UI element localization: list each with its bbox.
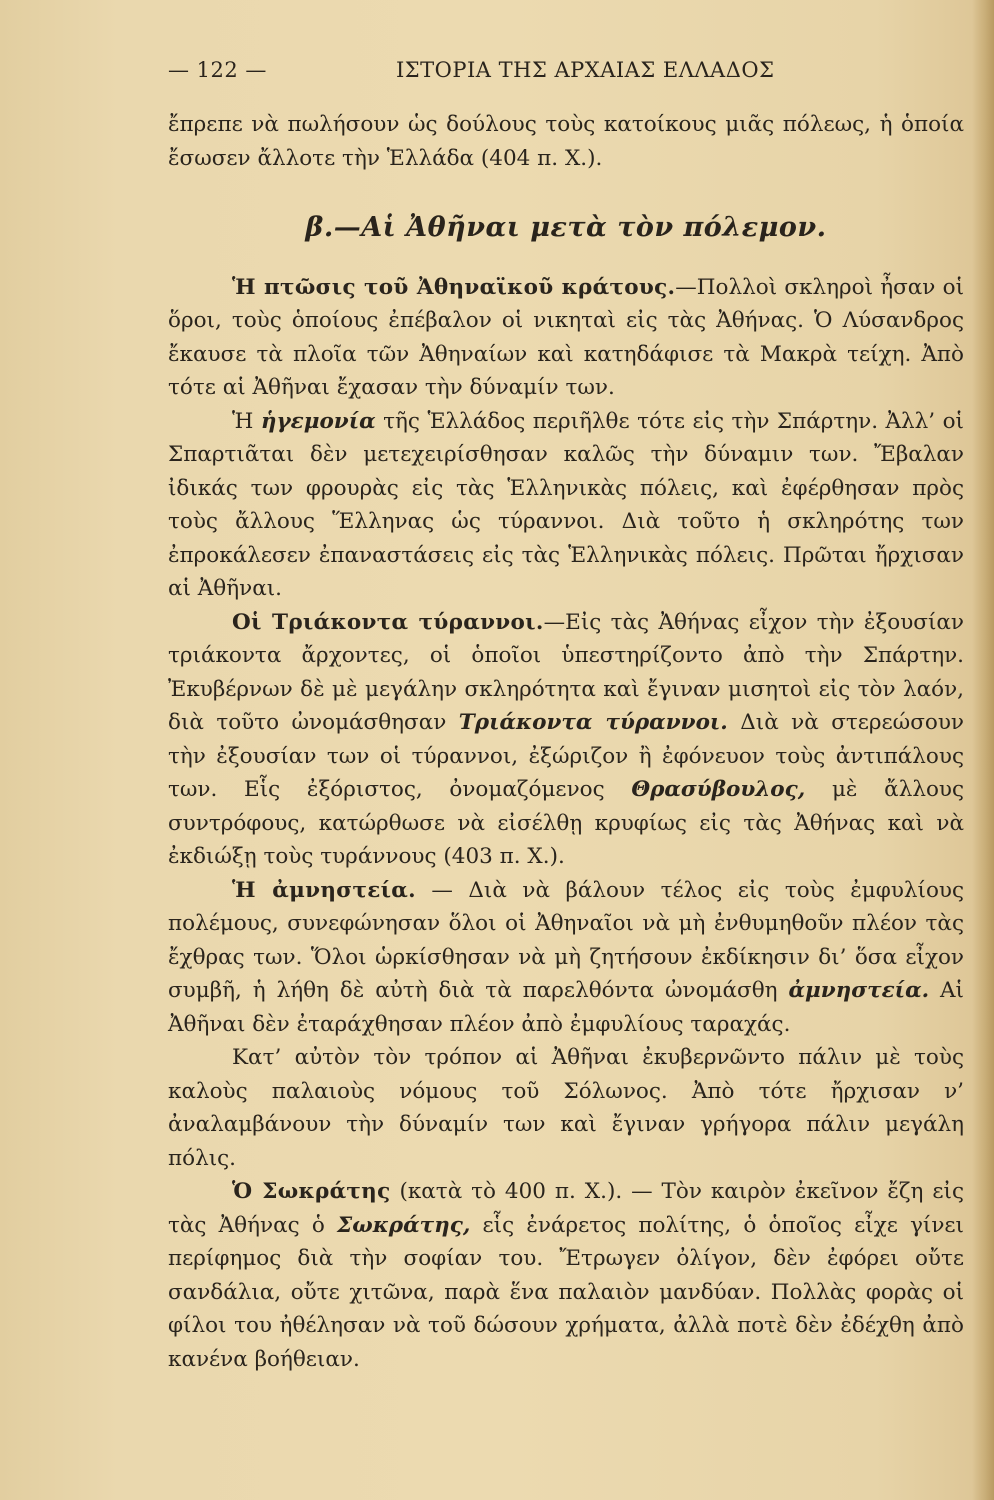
hegemony-emphasis: ἡγεμονία [260, 408, 376, 434]
thirty-tyrants-text-c: μὲ ἄλλους συντρόφους, κατώρθωσε νὰ εἰσέλθῃ κρυφίως εἰς τὰς Ἀθήνας καὶ νὰ ἐκδιώξῃ τοὺς τυράννους (403 π. Χ.). [168, 777, 965, 869]
fall-of-athens-text: —Πολλοὶ σκληροὶ ἦσαν οἱ ὅροι, τοὺς ὁποίους ἐπέβαλον οἱ νικηταὶ εἰς τὰς Ἀθήνας. Ὁ Λύσανδρος ἔκαυσε τὰ πλοῖα τῶν Ἀθηναίων καὶ κατηδάφισε τὰ Μακρὰ τείχη. Ἀπὸ τότε αἱ Ἀθῆναι ἔχασαν τὴν δύναμίν των. [168, 274, 964, 400]
running-title: ΙΣΤΟΡΙΑ ΤΗΣ ΑΡΧΑΙΑΣ ΕΛΛΑΔΟΣ [396, 58, 775, 82]
page-body [168, 108, 964, 1376]
thirty-tyrants-text-b: Διὰ νὰ στερεώσουν τὴν ἐξουσίαν των οἱ τύραννοι, ἐξώριζον ἢ ἐφόνευον τοὺς ἀντιπάλους των. Εἷς ἐξόριστος, ὀνομαζόμενος [168, 710, 964, 802]
thrasybulus-emphasis: Θρασύβουλος, [631, 777, 806, 802]
subheading-socrates: Ὁ Σωκράτης [232, 1179, 391, 1204]
paragraph-socrates [168, 1175, 964, 1376]
socrates-emphasis: Σωκράτης, [337, 1212, 471, 1238]
amnesty-text-b: Αἱ Ἀθῆναι δὲν ἐταράχθησαν πλέον ἀπὸ ἐμφυλίους ταραχάς. [168, 978, 964, 1037]
subheading-amnesty: Ἡ ἀμνηστεία. [232, 877, 416, 903]
running-header [168, 58, 808, 88]
paragraph-thirty-tyrants [168, 606, 964, 874]
paragraph-fall-of-athens [168, 271, 964, 405]
page-number: — 122 — [168, 58, 267, 82]
hegemony-text-b: τῆς Ἑλλάδος περιῆλθε τότε εἰς τὴν Σπάρτην. Ἀλλ’ οἱ Σπαρτιᾶται δὲν μετεχειρίσθησαν καλῶς τὴν δύναμιν των. Ἔβαλαν ἰδικάς των φρουρὰς εἰς τὰς Ἑλληνικὰς πόλεις, καὶ ἐφέρθησαν πρὸς τοὺς ἄλλους Ἕλληνας ὡς τύραννοι. Διὰ τοῦτο ἡ σκληρότης των ἐπροκάλεσεν ἐπαναστάσεις εἰς τὰς Ἑλληνικὰς πόλεις. Πρῶται ἤρχισαν αἱ Ἀθῆναι. [168, 408, 964, 601]
subheading-fall-of-athens: Ἡ πτῶσις τοῦ Ἀθηναϊκοῦ κράτους. [232, 274, 676, 300]
socrates-text-a: (κατὰ τὸ 400 π. Χ.). — Τὸν καιρὸν ἐκεῖνον ἔζη εἰς τὰς Ἀθήνας ὁ [168, 1179, 964, 1238]
section-title: β.—Αἱ Ἀθῆναι μετὰ τὸν πόλεμον. [305, 212, 827, 243]
page-edge-shadow [972, 0, 994, 1500]
amnesty-emphasis: ἀμνηστεία. [788, 978, 930, 1003]
thirty-tyrants-emphasis: Τριάκοντα τύραννοι. [458, 710, 728, 735]
thirty-tyrants-text-a: —Εἰς τὰς Ἀθήνας εἶχον τὴν ἐξουσίαν τριάκοντα ἄρχοντες, οἱ ὁποῖοι ὑπεστηρίζοντο ἀπὸ τὴν Σπάρτην. Ἐκυβέρνων δὲ μὲ μεγάλην σκληρότητα καὶ ἔγιναν μισητοὶ εἰς τὸν λαόν, διὰ τοῦτο ὠνομάσθησαν [168, 609, 964, 735]
paragraph-continuation: ἔπρεπε νὰ πωλήσουν ὡς δούλους τοὺς κατοίκους μιᾶς πόλεως, ἡ ὁποία ἔσωσεν ἄλλοτε τὴν Ἑλλάδα (404 π. Χ.). [168, 112, 964, 171]
paragraph-hegemony [168, 405, 964, 606]
paragraph-solon-laws: Κατ’ αὐτὸν τὸν τρόπον αἱ Ἀθῆναι ἐκυβερνῶντο πάλιν μὲ τοὺς καλοὺς παλαιοὺς νόμους τοῦ Σόλωνος. Ἀπὸ τότε ἤρχισαν ν’ ἀναλαμβάνουν τὴν δύναμίν των καὶ ἔγιναν γρήγορα πάλιν μεγάλη πόλις. [168, 1045, 964, 1171]
subheading-thirty-tyrants: Οἱ Τριάκοντα τύραννοι. [232, 609, 544, 635]
amnesty-text-a: — Διὰ νὰ βάλουν τέλος εἰς τοὺς ἐμφυλίους πολέμους, συνεφώνησαν ὅλοι οἱ Ἀθηναῖοι νὰ μὴ ἐνθυμηθοῦν πλέον τὰς ἔχθρας των. Ὅλοι ὡρκίσθησαν νὰ μὴ ζητήσουν ἐκδίκησιν δι’ ὅσα εἶχον συμβῆ, ἡ λήθη δὲ αὐτὴ διὰ τὰ παρελθόντα ὠνομάσθη [168, 877, 965, 1003]
socrates-text-b: εἷς ἐνάρετος πολίτης, ὁ ὁποῖος εἶχε γίνει περίφημος διὰ τὴν σοφίαν του. Ἔτρωγεν ὀλίγον, δὲν ἐφόρει οὔτε σανδάλια, οὔτε χιτῶνα, παρὰ ἕνα παλαιὸν μανδύαν. Πολλὰς φορὰς οἱ φίλοι του ἠθέλησαν νὰ τοῦ δώσουν χρήματα, ἀλλὰ ποτὲ δὲν ἐδέχθη ἀπὸ κανένα βοήθειαν. [168, 1212, 964, 1372]
hegemony-text-a: Ἡ [232, 408, 254, 434]
paragraph-amnesty [168, 874, 964, 1042]
